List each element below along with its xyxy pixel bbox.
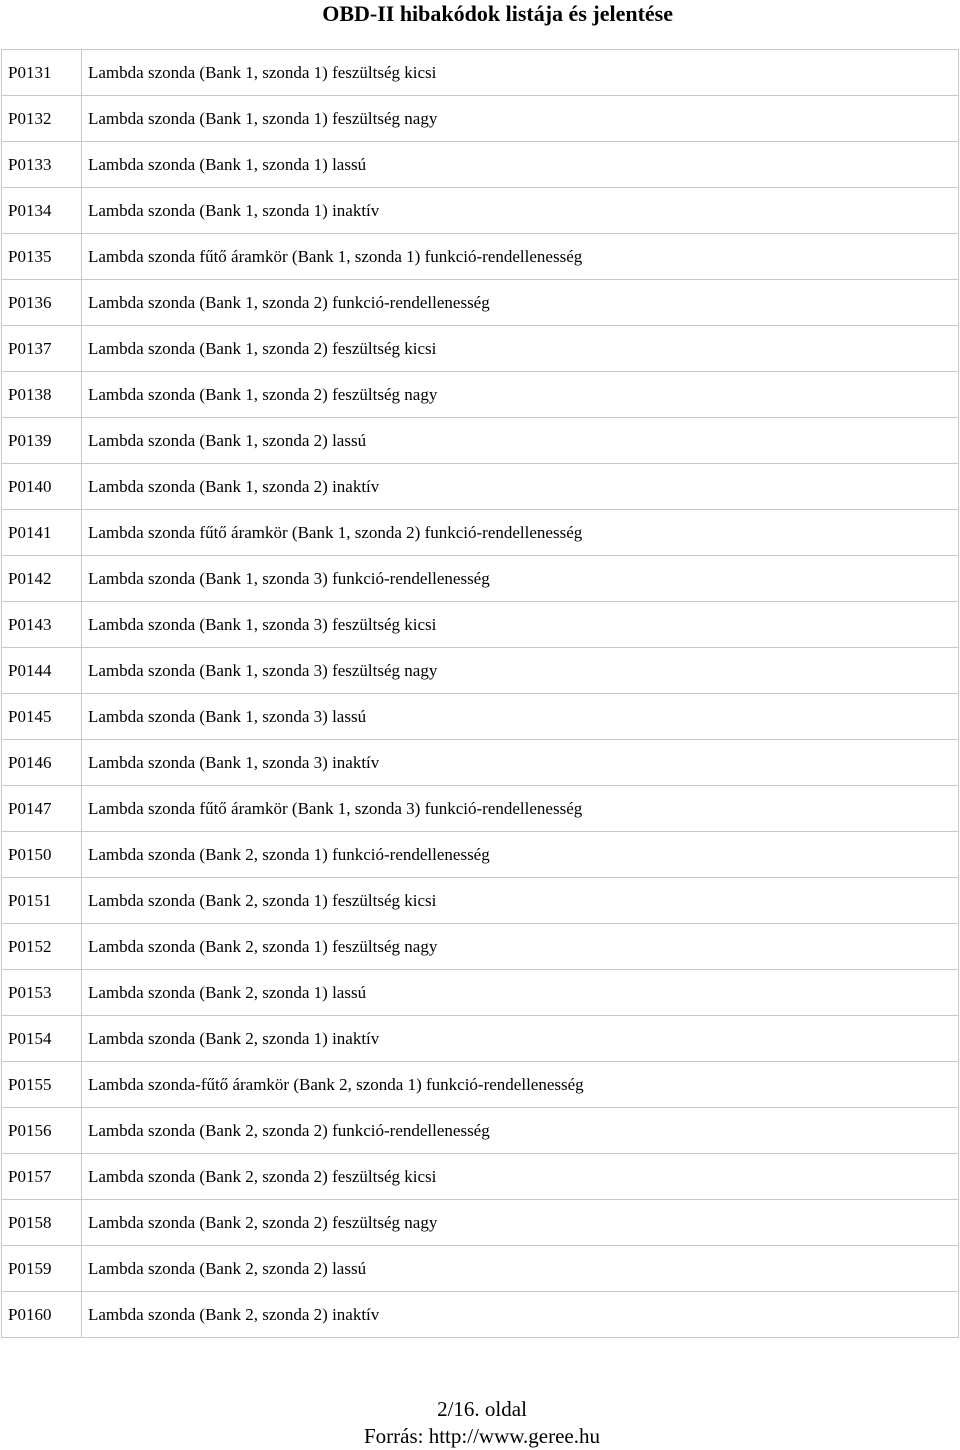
table-row (2, 372, 959, 418)
table-row (2, 924, 959, 970)
fault-description: Lambda szonda (Bank 1, szonda 2) funkció-rendellenesség (82, 280, 959, 326)
fault-description: Lambda szonda (Bank 2, szonda 2) feszültség kicsi (82, 1154, 959, 1200)
table-row (2, 326, 959, 372)
fault-description: Lambda szonda (Bank 2, szonda 2) funkció-rendellenesség (82, 1108, 959, 1154)
table-row (2, 878, 959, 924)
table-row (2, 50, 959, 96)
fault-code: P0134 (2, 188, 82, 234)
page-footer (0, 1396, 960, 1450)
fault-code: P0152 (2, 924, 82, 970)
fault-code: P0159 (2, 1246, 82, 1292)
fault-code: P0131 (2, 50, 82, 96)
fault-description: Lambda szonda (Bank 2, szonda 1) inaktív (82, 1016, 959, 1062)
fault-description: Lambda szonda (Bank 1, szonda 1) feszültség nagy (82, 96, 959, 142)
fault-code: P0150 (2, 832, 82, 878)
table-row (2, 1154, 959, 1200)
fault-code: P0137 (2, 326, 82, 372)
table-row (2, 510, 959, 556)
fault-description: Lambda szonda (Bank 2, szonda 1) feszültség kicsi (82, 878, 959, 924)
table-row (2, 602, 959, 648)
fault-description: Lambda szonda (Bank 1, szonda 1) inaktív (82, 188, 959, 234)
table-row (2, 740, 959, 786)
table-row (2, 648, 959, 694)
fault-code: P0147 (2, 786, 82, 832)
fault-code: P0160 (2, 1292, 82, 1338)
table-row (2, 142, 959, 188)
fault-description: Lambda szonda (Bank 1, szonda 2) feszültség nagy (82, 372, 959, 418)
table-row (2, 188, 959, 234)
fault-code: P0132 (2, 96, 82, 142)
fault-code: P0139 (2, 418, 82, 464)
fault-code: P0143 (2, 602, 82, 648)
fault-description: Lambda szonda (Bank 1, szonda 3) inaktív (82, 740, 959, 786)
table-row (2, 832, 959, 878)
table-row (2, 464, 959, 510)
fault-code: P0135 (2, 234, 82, 280)
fault-description: Lambda szonda (Bank 2, szonda 1) lassú (82, 970, 959, 1016)
table-row (2, 1016, 959, 1062)
fault-code: P0138 (2, 372, 82, 418)
page-header (0, 0, 960, 28)
table-row (2, 96, 959, 142)
fault-code: P0140 (2, 464, 82, 510)
fault-description: Lambda szonda-fűtő áramkör (Bank 2, szonda 1) funkció-rendellenesség (82, 1062, 959, 1108)
fault-code: P0156 (2, 1108, 82, 1154)
table-row (2, 786, 959, 832)
fault-description: Lambda szonda (Bank 1, szonda 2) inaktív (82, 464, 959, 510)
fault-code: P0146 (2, 740, 82, 786)
fault-code: P0141 (2, 510, 82, 556)
fault-description: Lambda szonda (Bank 2, szonda 2) lassú (82, 1246, 959, 1292)
fault-code: P0155 (2, 1062, 82, 1108)
fault-description: Lambda szonda (Bank 1, szonda 3) lassú (82, 694, 959, 740)
fault-code: P0151 (2, 878, 82, 924)
page-number: 2/16. oldal (437, 1397, 527, 1421)
table-row (2, 556, 959, 602)
fault-description: Lambda szonda (Bank 1, szonda 3) feszültség nagy (82, 648, 959, 694)
fault-description: Lambda szonda (Bank 2, szonda 2) feszültség nagy (82, 1200, 959, 1246)
fault-code: P0142 (2, 556, 82, 602)
table-row (2, 418, 959, 464)
fault-code: P0136 (2, 280, 82, 326)
table-row (2, 694, 959, 740)
fault-code-table (1, 49, 959, 1338)
fault-code: P0154 (2, 1016, 82, 1062)
fault-description: Lambda szonda fűtő áramkör (Bank 1, szonda 2) funkció-rendellenesség (82, 510, 959, 556)
table-row (2, 280, 959, 326)
fault-description: Lambda szonda fűtő áramkör (Bank 1, szonda 1) funkció-rendellenesség (82, 234, 959, 280)
fault-code-table-body (2, 50, 959, 1338)
fault-description: Lambda szonda fűtő áramkör (Bank 1, szonda 3) funkció-rendellenesség (82, 786, 959, 832)
table-row (2, 1292, 959, 1338)
table-row (2, 1062, 959, 1108)
fault-description: Lambda szonda (Bank 2, szonda 2) inaktív (82, 1292, 959, 1338)
fault-code: P0145 (2, 694, 82, 740)
fault-description: Lambda szonda (Bank 1, szonda 1) feszültség kicsi (82, 50, 959, 96)
fault-description: Lambda szonda (Bank 2, szonda 1) funkció-rendellenesség (82, 832, 959, 878)
fault-description: Lambda szonda (Bank 1, szonda 1) lassú (82, 142, 959, 188)
table-row (2, 970, 959, 1016)
table-row (2, 1200, 959, 1246)
table-row (2, 234, 959, 280)
fault-code: P0153 (2, 970, 82, 1016)
page-title: OBD-II hibakódok listája és jelentése (322, 1, 673, 26)
fault-description: Lambda szonda (Bank 1, szonda 3) funkció-rendellenesség (82, 556, 959, 602)
fault-description: Lambda szonda (Bank 1, szonda 2) feszültség kicsi (82, 326, 959, 372)
fault-code: P0133 (2, 142, 82, 188)
table-row (2, 1108, 959, 1154)
fault-code: P0157 (2, 1154, 82, 1200)
fault-description: Lambda szonda (Bank 2, szonda 1) feszültség nagy (82, 924, 959, 970)
source-link: Forrás: http://www.geree.hu (363, 1424, 600, 1448)
fault-description: Lambda szonda (Bank 1, szonda 2) lassú (82, 418, 959, 464)
fault-code: P0158 (2, 1200, 82, 1246)
table-row (2, 1246, 959, 1292)
fault-code: P0144 (2, 648, 82, 694)
fault-description: Lambda szonda (Bank 1, szonda 3) feszültség kicsi (82, 602, 959, 648)
